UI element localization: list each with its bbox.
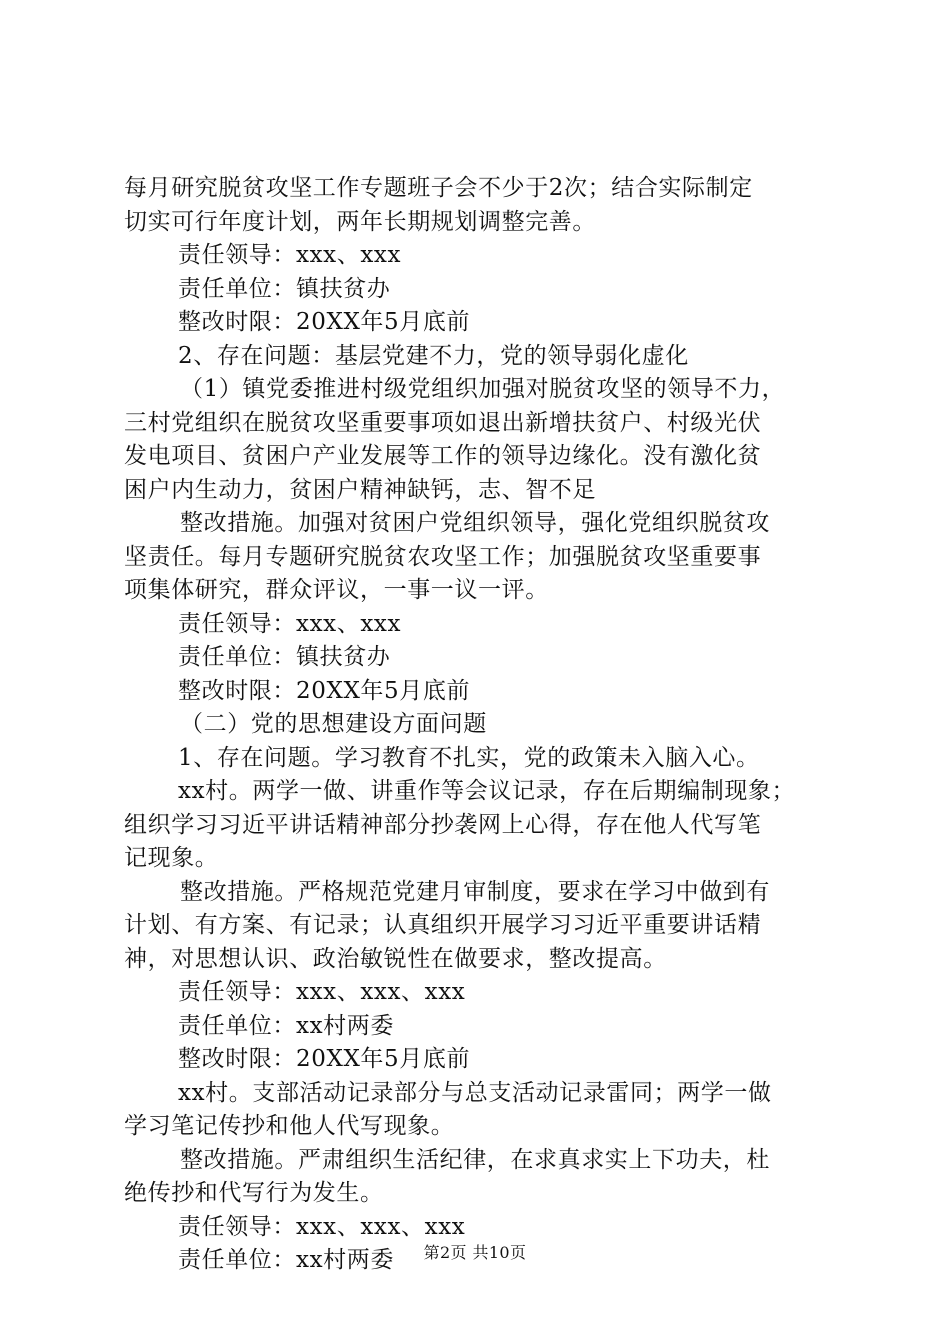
- paragraph-line: 发电项目、贫困户产业发展等工作的领导边缘化。没有激化贫: [124, 443, 762, 469]
- village-issue-line: xx村。两学一做、讲重作等会议记录，存在后期编制现象；: [178, 778, 796, 804]
- issue-heading: 2、存在问题：基层党建不力，党的领导弱化虚化: [178, 342, 689, 369]
- paragraph-line: 组织学习习近平讲话精神部分抄袭网上心得，存在他人代写笔: [124, 811, 762, 838]
- village-issue-line: xx村。支部活动记录部分与总支活动记录雷同；两学一做: [178, 1079, 772, 1106]
- page-footer: [0, 1243, 950, 1263]
- measures-line: 整改措施。严肃组织生活纪律，在求真求实上下功夫，杜: [180, 1146, 770, 1173]
- paragraph-line: 学习笔记传抄和他人代写现象。: [124, 1113, 455, 1139]
- deadline-line: 整改时限：20XX年5月底前: [178, 309, 471, 335]
- paragraph-line: 项集体研究，群众评议，一事一议一评。: [124, 577, 549, 603]
- paragraph-line: 切实可行年度计划，两年长期规划调整完善。: [124, 208, 596, 235]
- responsible-unit-line: 责任单位：xx村两委: [178, 1012, 394, 1039]
- paragraph-line: 坚责任。每月专题研究脱贫农攻坚工作；加强脱贫攻坚重要事: [124, 543, 762, 570]
- paragraph-line: 计划、有方案、有记录；认真组织开展学习习近平重要讲话精: [124, 912, 762, 938]
- responsible-unit-line: 责任单位：镇扶贫办: [178, 275, 391, 302]
- measures-line: 整改措施。加强对贫困户党组织领导，强化党组织脱贫攻: [180, 510, 770, 536]
- responsible-leader-line: 责任领导：xxx、xxx: [178, 610, 402, 637]
- document-body: [124, 172, 844, 1278]
- responsible-unit-line: 责任单位：xx村两委: [178, 1247, 394, 1273]
- responsible-leader-line: 责任领导：xxx、xxx、xxx: [178, 1213, 466, 1240]
- paragraph-line: 记现象。: [124, 845, 219, 871]
- paragraph-line: 三村党组织在脱贫攻坚重要事项如退出新增扶贫户、村级光伏: [124, 409, 762, 436]
- paragraph-line: 困户内生动力，贫困户精神缺钙，志、智不足: [124, 476, 596, 503]
- deadline-line: 整改时限：20XX年5月底前: [178, 1046, 471, 1072]
- issue-heading: 1、存在问题。学习教育不扎实，党的政策未入脑入心。: [178, 744, 760, 771]
- measures-line: 整改措施。严格规范党建月审制度，要求在学习中做到有: [180, 878, 770, 905]
- issue-item-line: （1）镇党委推进村级党组织加强对脱贫攻坚的领导不力，: [180, 376, 786, 402]
- responsible-leader-line: 责任领导：xxx、xxx、xxx: [178, 979, 466, 1005]
- paragraph-line: 每月研究脱贫攻坚工作专题班子会不少于2次；结合实际制定: [124, 175, 753, 201]
- paragraph-line: 绝传抄和代写行为发生。: [124, 1180, 384, 1206]
- responsible-unit-line: 责任单位：镇扶贫办: [178, 644, 391, 670]
- page-indicator: 第2页 共10页: [423, 1243, 527, 1262]
- deadline-line: 整改时限：20XX年5月底前: [178, 677, 471, 704]
- paragraph-line: 神，对思想认识、政治敏锐性在做要求，整改提高。: [124, 945, 667, 972]
- responsible-leader-line: 责任领导：xxx、xxx: [178, 242, 402, 268]
- section-heading: （二）党的思想建设方面问题: [180, 711, 487, 737]
